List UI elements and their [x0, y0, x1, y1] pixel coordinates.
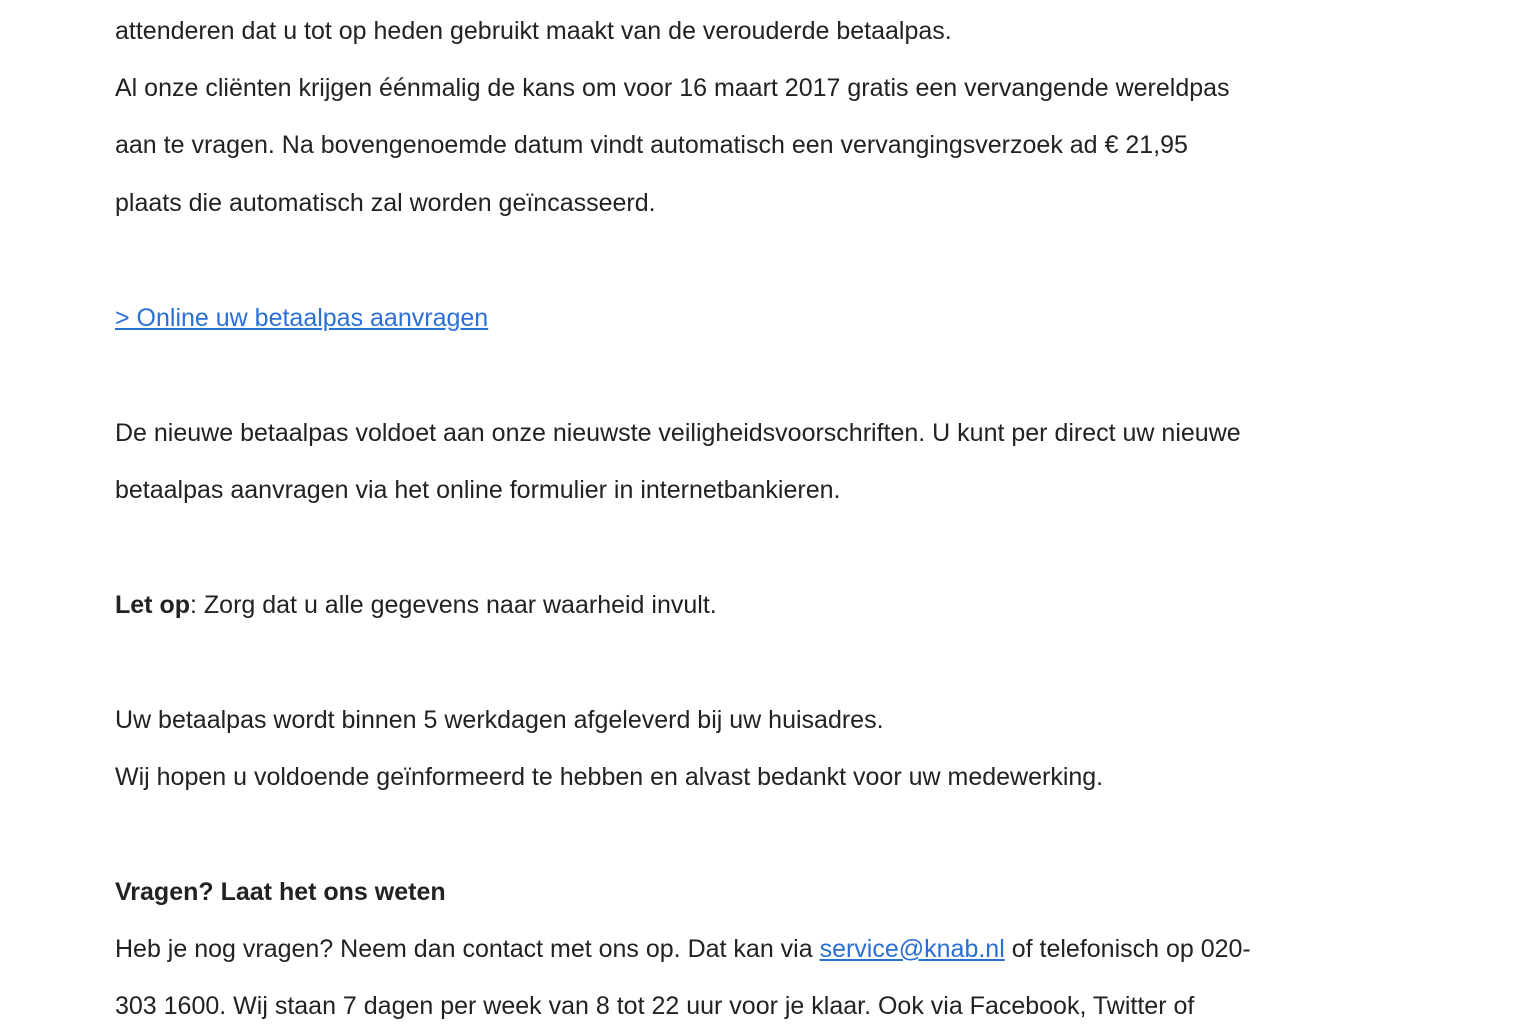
intro-line-1: attenderen dat u tot op heden gebruikt maakt van de verouderde betaalpas. [115, 17, 952, 45]
delivery-line-1: Uw betaalpas wordt binnen 5 werkdagen afgeleverd bij uw huisadres. [115, 706, 884, 734]
notice-line [115, 590, 717, 620]
intro-line-2: Al onze cliënten krijgen éénmalig de kans om voor 16 maart 2017 gratis een vervangende wereldpas [115, 74, 1230, 102]
delivery-line-2: Wij hopen u voldoende geïnformeerd te hebben en alvast bedankt voor uw medewerking. [115, 763, 1104, 791]
cta-link-container [115, 303, 488, 333]
questions-text-after: of telefonisch op 020- [1004, 935, 1251, 963]
request-card-link[interactable]: > Online uw betaalpas aanvragen [115, 304, 489, 332]
notice-text: : Zorg dat u alle gegevens naar waarheid invult. [190, 591, 717, 619]
questions-heading: Vragen? Laat het ons weten [115, 878, 446, 906]
new-card-line-2: betaalpas aanvragen via het online formulier in internetbankieren. [115, 476, 841, 504]
questions-line-2: 303 1600. Wij staan 7 dagen per week van 8 tot 22 uur voor je klaar. Ook via Facebook, Twitter of [115, 992, 1195, 1020]
intro-line-3: aan te vragen. Na bovengenoemde datum vindt automatisch een vervangingsverzoek ad € 21,95 [115, 131, 1188, 159]
service-email-link[interactable]: service@knab.nl [819, 935, 1005, 963]
intro-line-4: plaats die automatisch zal worden geïncasseerd. [115, 189, 656, 217]
notice-label: Let op [115, 591, 190, 619]
questions-text-before: Heb je nog vragen? Neem dan contact met ons op. Dat kan via [115, 935, 820, 963]
new-card-line-1: De nieuwe betaalpas voldoet aan onze nieuwste veiligheidsvoorschriften. U kunt per direct uw nieuwe [115, 419, 1241, 447]
questions-line-1 [115, 934, 1251, 964]
